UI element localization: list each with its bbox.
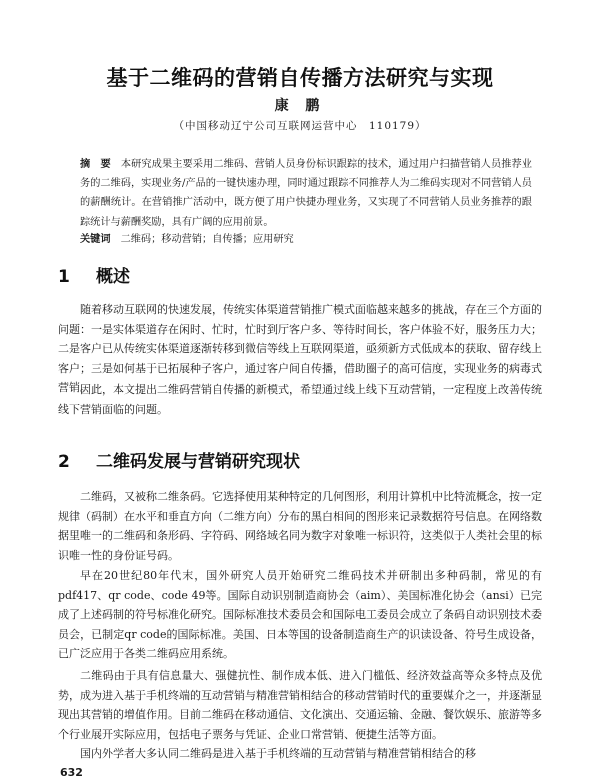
section-title: 二维码发展与营销研究现状 (96, 452, 300, 472)
keywords-label: 关键词 (80, 234, 111, 245)
section-2-paragraph-1: 二维码，又被称二维条码。它选择使用某种特定的几何图形，利用计算机中比特流概念，按一定规律（码制）在水平和垂直方向（二维方向）分布的黑白相间的图形来记录数据符号信息。在网络数据里唯一的二维码和条形码、字符码、网络域名同为数字对象唯一标识符，这类似于人类社会里的标识唯一性的身份证号码。 (58, 490, 542, 562)
section-1-paragraph-2: 因此，本文提出二维码营销自传播的新模式，希望通过线上线下互动营销，一定程度上改善传统线下营销面临的问题。 (58, 383, 542, 416)
section-heading-1 (58, 262, 130, 287)
section-2-paragraph-2: 早在20世纪80年代末，国外研究人员开始研究二维码技术并研制出多种码制，常见的有pdf417、qr code、code 49等。国际自动识别制造商协会（aim）、美国标准化协会（ansi）已完成了上述码制的符号标准化研究。国际标准技术委员会和国际电工委员会成立了条码自动识别技术委员会，已制定qr code的国际标准。美国、日本等国的设备制造商生产的识读设备、符号生成设备，已广泛应用于各类二维码应用系统。 (58, 569, 542, 661)
section-2-paragraph-3: 二维码由于具有信息量大、强健抗性、制作成本低、进入门槛低、经济效益高等众多特点及优势，成为进入基于手机终端的互动营销与精准营销相结合的移动营销时代的重要媒介之一，并逐渐显现出其营销的增值作用。目前二维码在移动通信、文化演出、交通运输、金融、餐饮娱乐、旅游等多个行业展开实际应用，包括电子票务与凭证、企业口常营销、便捷生活等方面。 (58, 669, 542, 741)
keywords (80, 230, 532, 249)
author-name: 康 鹏 (274, 98, 326, 114)
section-1-paragraph-1: 随着移动互联网的快速发展，传统实体渠道营销推广模式面临越来越多的挑战，存在三个方面的问题：一是实体渠道存在闲时、忙时，忙时到厅客户多、等待时间长，客户体验不好，服务压力大；二是客户已从传统实体渠道逐渐转移到微信等线上互联网渠道，亟须新方式低成本的获取、留存线上客户；三是如何基于已拓展种子客户，通过客户间自传播，借助圈子的高可信度，实现业务的病毒式营销。 (58, 303, 542, 395)
abstract-label: 摘 要 (80, 159, 111, 170)
paper-title: 基于二维码的营销自传播方法研究与实现 (106, 66, 494, 90)
page-number: 632 (60, 766, 83, 779)
abstract-text: 本研究成果主要采用二维码、营销人员身份标识跟踪的技术，通过用户扫描营销人员推荐业务的二维码，实现业务/产品的一键快速办理，同时通过跟踪不同推荐人为二维码实现对不同营销人员的薪酬统计。在营销推广活动中，既方便了用户快捷办理业务，又实现了不同营销人员业务推荐的跟踪统计与薪酬奖励，具有广阔的应用前景。 (80, 159, 532, 228)
section-title: 概述 (96, 267, 130, 287)
keywords-text: 二维码；移动营销；自传播；应用研究 (120, 234, 294, 245)
section-number: 1 (58, 267, 70, 287)
abstract (80, 155, 532, 232)
author-affiliation: （中国移动辽宁公司互联网运营中心 110179） (173, 120, 427, 132)
section-number: 2 (58, 452, 70, 472)
section-heading-2 (58, 447, 300, 472)
section-2-paragraph-4: 国内外学者大多认同二维码是进入基于手机终端的互动营销与精准营销相结合的移 (80, 747, 476, 760)
